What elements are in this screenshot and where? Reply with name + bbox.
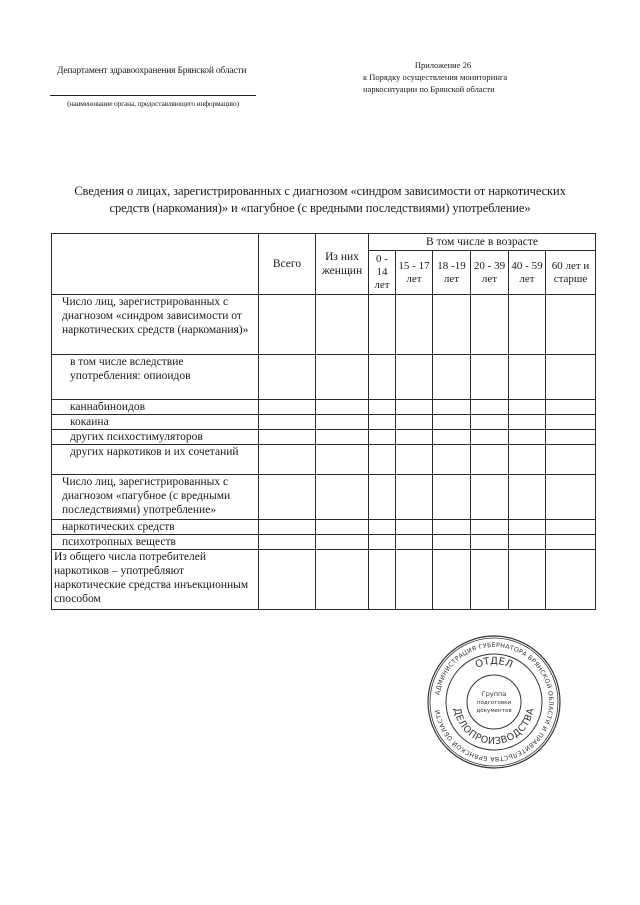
table-row: [52, 535, 596, 550]
row-label: других психостимуляторов: [52, 430, 259, 445]
stamp-seal-icon: [424, 632, 564, 772]
stamp-top-text: ОТДЕЛ: [473, 655, 515, 671]
row-label: Число лиц, зарегистрированных с диагнозом «синдром зависимости от наркотических средств (наркомания)»: [52, 295, 259, 355]
svg-text:ОТДЕЛ: [474, 656, 514, 671]
appendix-line-1: к Порядку осуществления мониторинга: [363, 72, 508, 82]
column-age-group: В том числе в возрасте: [369, 234, 596, 251]
appendix-title: Приложение 26: [414, 60, 472, 70]
stamp-bottom-text: ДЕЛОПРОИЗВОДСТВА: [451, 706, 537, 748]
table-row: [52, 520, 596, 535]
stamp-outer-text: АДМИНИСТРАЦИЯ ГУБЕРНАТОРА БРЯНСКОЙ ОБЛАСТИ И ПРАВИТЕЛЬСТВА БРЯНСКОЙ ОБЛАСТИ: [434, 641, 555, 763]
organization-name: Департамент здравоохранения Брянской области: [57, 66, 247, 76]
column-women: Из них женщин: [316, 234, 369, 295]
row-label: каннабиноидов: [52, 400, 259, 415]
document-title: Сведения о лицах, зарегистрированных с диагнозом «синдром зависимости от наркотических средств (наркомания)» и «пагубное (с вредными последствиями) употребление»: [74, 184, 566, 215]
table-row: [52, 475, 596, 520]
stamp-center-line-3: документов: [476, 708, 512, 714]
row-label: наркотических средств: [52, 520, 259, 535]
table-row: [52, 415, 596, 430]
row-label: других наркотиков и их сочетаний: [52, 445, 259, 475]
column-age-60-plus: 60 лет и старше: [546, 251, 596, 295]
stamp-center-line-2: подготовки: [476, 700, 512, 706]
row-label: Число лиц, зарегистрированных с диагнозом «пагубное (с вредными последствиями) употребление»: [52, 475, 259, 520]
header-blank-cell: [52, 234, 259, 295]
appendix-line-2: наркоситуации по Брянской области: [363, 84, 495, 94]
report-table: [51, 233, 596, 610]
table-row: [52, 400, 596, 415]
table-row: [52, 550, 596, 610]
organization-underline: [50, 95, 256, 96]
table-row: [52, 445, 596, 475]
row-label: психотропных веществ: [52, 535, 259, 550]
appendix-block: [363, 59, 523, 95]
column-age-18-19: 18 -19 лет: [433, 251, 471, 295]
row-label: кокаина: [52, 415, 259, 430]
column-age-0-14: 0 - 14 лет: [369, 251, 396, 295]
row-label: в том числе вследствие употребления: опиоидов: [52, 355, 259, 400]
column-age-15-17: 15 - 17 лет: [396, 251, 433, 295]
column-age-20-39: 20 - 39 лет: [471, 251, 509, 295]
organization-caption: (наименование органа, предоставляющего информацию): [67, 99, 239, 108]
table-row: [52, 295, 596, 355]
stamp-center-line-1: Группа: [481, 690, 507, 698]
column-total: Всего: [259, 234, 316, 295]
column-age-40-59: 40 - 59 лет: [509, 251, 546, 295]
table-row: [52, 355, 596, 400]
row-label: Из общего числа потребителей наркотиков – употребляют наркотические средства инъекционным способом: [52, 550, 259, 610]
official-stamp: [424, 632, 564, 772]
table-row: [52, 430, 596, 445]
